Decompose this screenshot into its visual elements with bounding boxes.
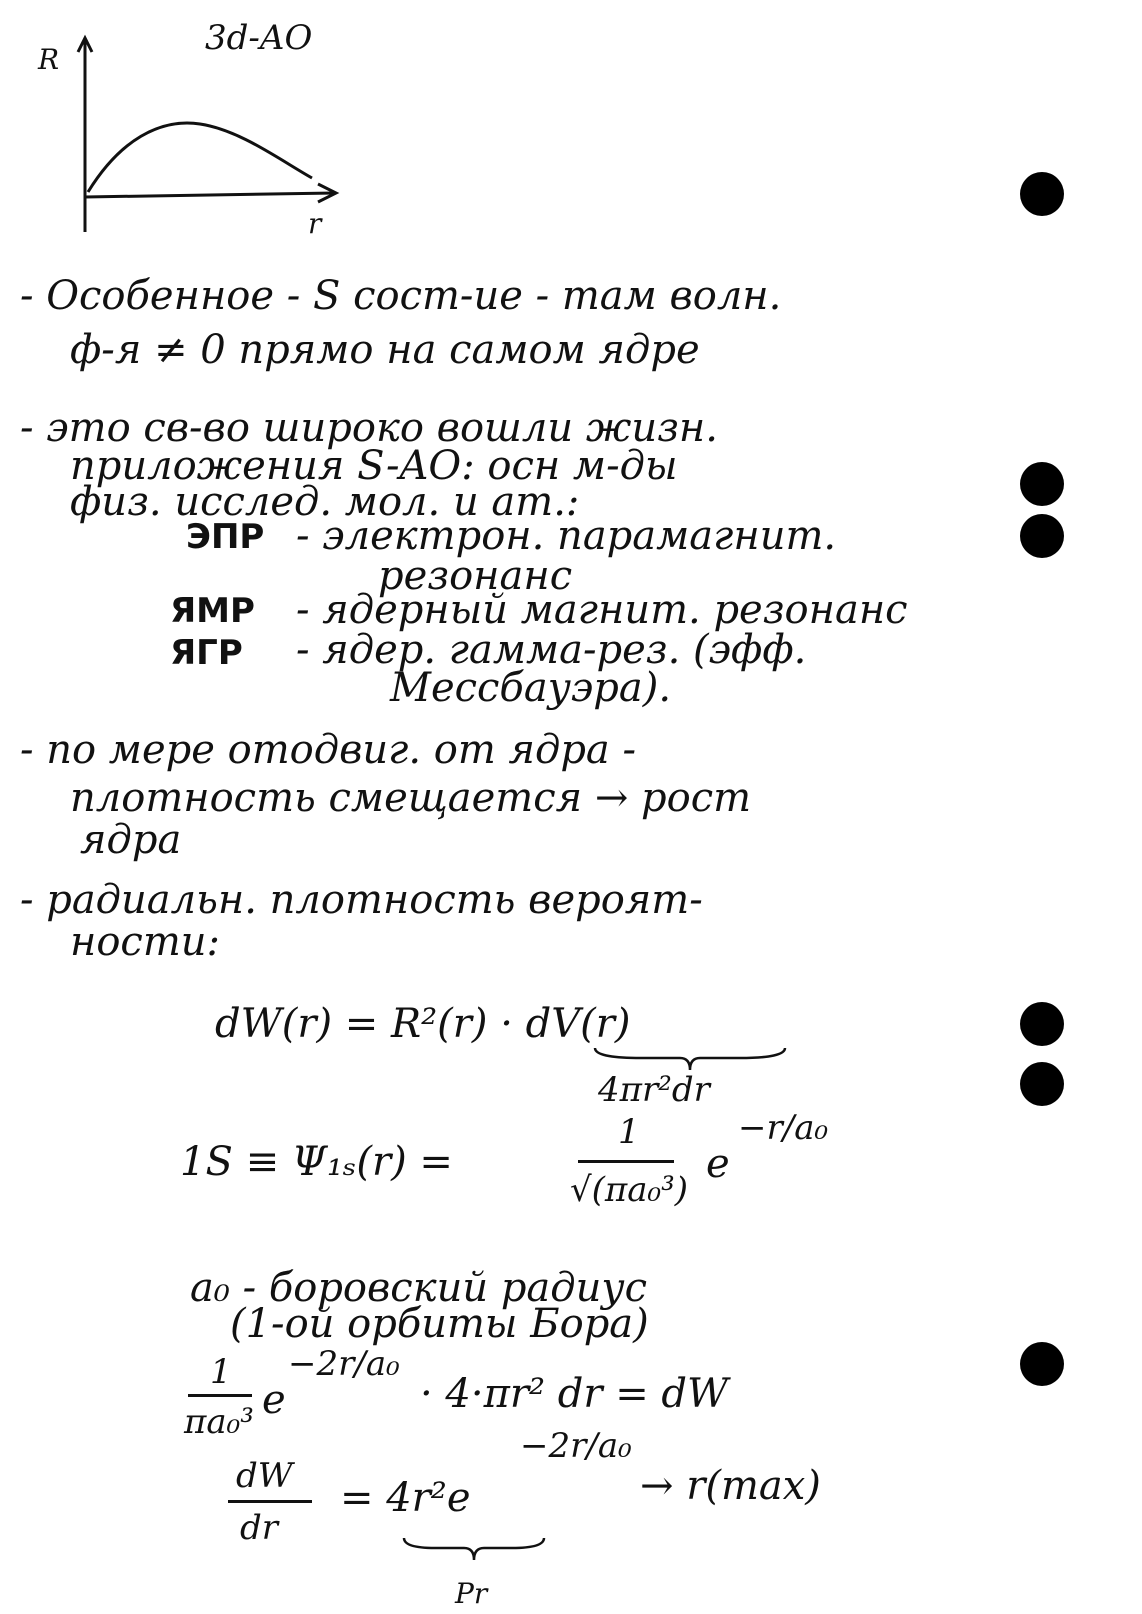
a0-definition: a₀ - боровский радиус: [190, 1265, 647, 1311]
formula-max: → r(max): [640, 1463, 821, 1509]
frac-denominator: πa₀³: [184, 1402, 254, 1442]
binder-hole: [1020, 514, 1064, 558]
formula-derivative: = 4r²e: [340, 1475, 471, 1521]
fraction-bar: [578, 1160, 674, 1163]
binder-hole: [1020, 1062, 1064, 1106]
note-line: - электрон. парамагнит.: [296, 513, 837, 559]
binder-hole: [1020, 462, 1064, 506]
x-axis-label: r: [308, 207, 322, 240]
note-line: - Особенное - S сост-ие - там волн.: [20, 273, 782, 319]
note-line: Мессбауэра).: [390, 665, 672, 711]
frac-numerator: 1: [210, 1352, 232, 1392]
radial-function-sketch: [0, 0, 1142, 300]
frac-numerator: dW: [236, 1456, 293, 1496]
note-line: - это св-во широко вошли жизн.: [20, 405, 718, 451]
abbr-yamr: ЯМР: [170, 591, 255, 631]
y-axis-label: R: [38, 43, 60, 76]
note-line: - ядер. гамма-рез. (эфф.: [296, 627, 807, 673]
note-line: ф-я ≠ 0 прямо на самом ядре: [70, 327, 700, 373]
formula-dw-expanded: · 4·πr² dr = dW: [420, 1371, 729, 1417]
note-line: ности:: [70, 919, 220, 965]
note-line: приложения S-AO: осн м-ды: [70, 443, 678, 489]
binder-hole: [1020, 1342, 1064, 1386]
note-line: - по мере отодвиг. от ядра -: [20, 727, 636, 773]
exp-power: −2r/a₀: [520, 1426, 632, 1466]
formula-pr-label: Pr: [455, 1577, 488, 1610]
page-tag: 3d-AO: [205, 18, 313, 58]
x-axis-line: [85, 193, 335, 197]
exp-base: e: [262, 1377, 286, 1423]
abbr-yagr: ЯГР: [170, 633, 243, 673]
note-line: - радиальн. плотность вероят-: [20, 877, 703, 923]
note-line: плотность смещается → рост: [70, 775, 752, 821]
binder-hole: [1020, 1002, 1064, 1046]
formula-dw: dW(r) = R²(r) · dV(r): [215, 1001, 631, 1047]
frac-denominator: √(πa₀³): [570, 1170, 689, 1210]
formula-psi-1s: 1S ≡ Ψ₁ₛ(r) =: [180, 1139, 453, 1185]
formula-dv-expansion: 4πr²dr: [598, 1070, 710, 1110]
note-line: ядра: [80, 817, 182, 863]
frac-numerator: 1: [618, 1112, 640, 1152]
note-line: физ. исслед. мол. и ат.:: [70, 479, 580, 525]
frac-denominator: dr: [240, 1508, 279, 1548]
exp-power: −r/a₀: [738, 1108, 829, 1148]
underbrace: [400, 1536, 550, 1562]
note-line: резонанс: [378, 553, 573, 599]
a0-definition-cont: (1-ой орбиты Бора): [230, 1301, 649, 1347]
fraction-bar: [188, 1394, 252, 1397]
note-line: - ядерный магнит. резонанс: [296, 587, 908, 633]
exp-power: −2r/a₀: [288, 1344, 400, 1384]
fraction-bar: [228, 1500, 312, 1503]
abbr-epr: ЭПР: [186, 517, 265, 557]
curve: [88, 123, 312, 192]
exp-base: e: [706, 1141, 730, 1187]
